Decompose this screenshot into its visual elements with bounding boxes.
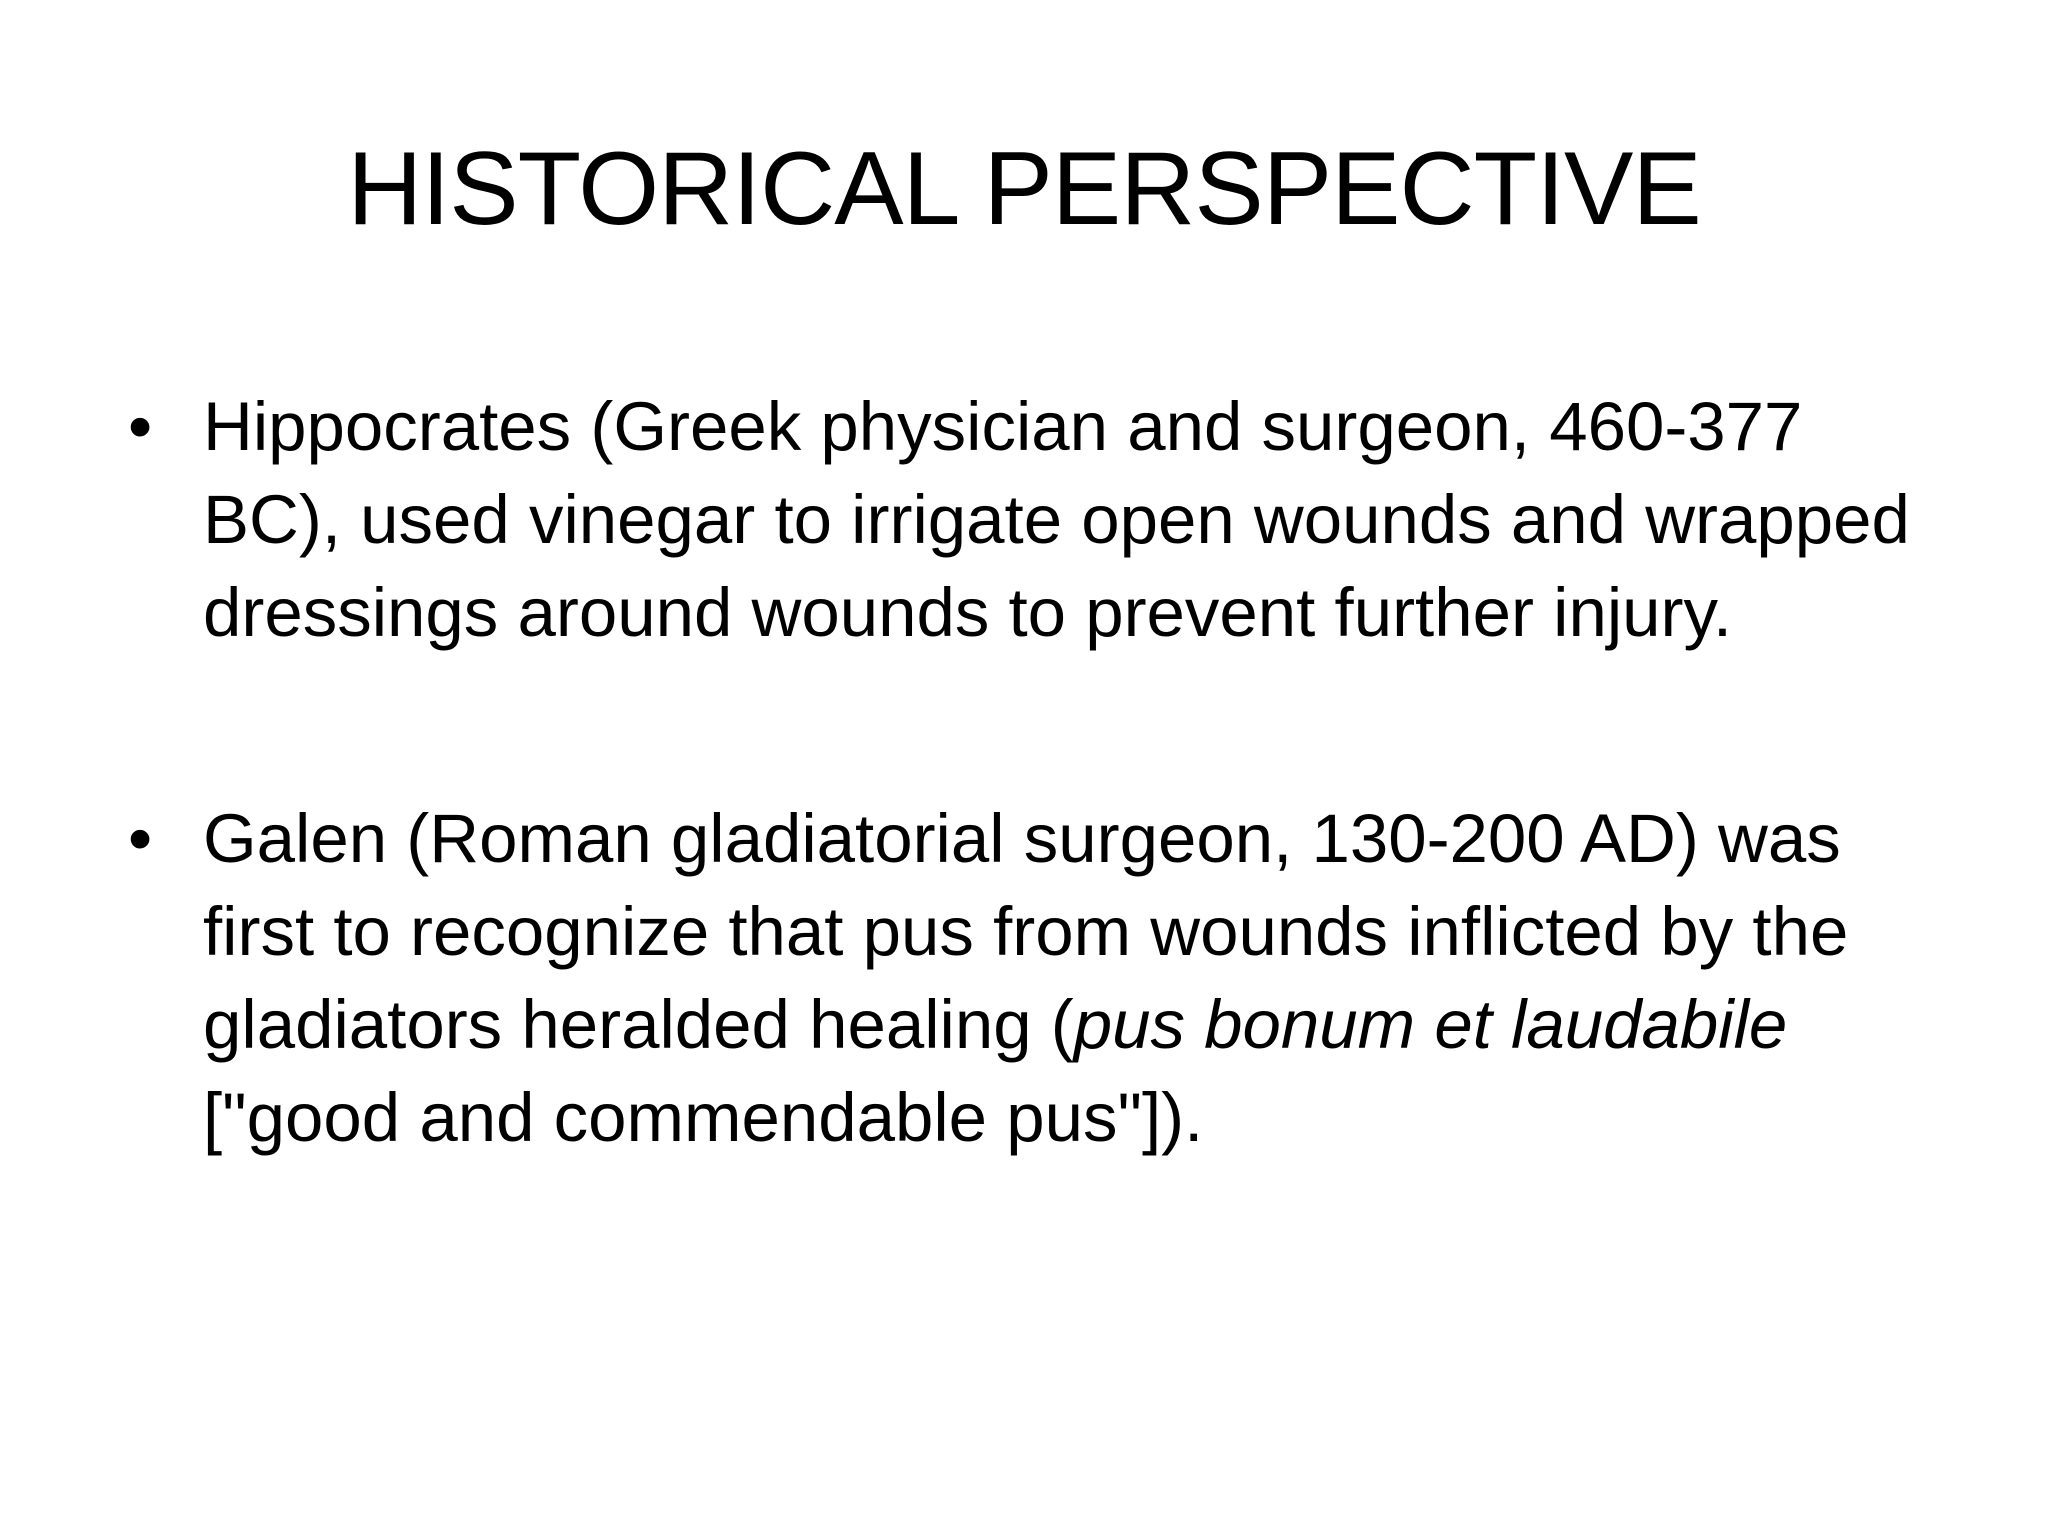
bullet-text [203,792,1928,1164]
bullet-text-before: Galen (Roman gladiatorial surgeon, 130-200 AD) was first to recognize that pus from wounds inflicted by the gladiators heralded healing ( [203,800,1849,1063]
bullet-text-after: ["good and commendable pus"]). [203,1079,1204,1156]
bullet-item-hippocrates [128,380,1928,659]
bullet-dot-icon: • [128,388,153,465]
bullet-list [128,380,1928,1164]
latin-phrase: pus bonum et laudabile [1073,986,1788,1063]
slide-title: HISTORICAL PERSPECTIVE [347,131,1701,247]
bullet-text: Hippocrates (Greek physician and surgeon, 460-377 BC), used vinegar to irrigate open wounds and wrapped dressings around wounds to prevent further injury. [203,388,1910,651]
bullet-item-galen [128,792,1928,1164]
bullet-dot-icon: • [128,800,153,877]
